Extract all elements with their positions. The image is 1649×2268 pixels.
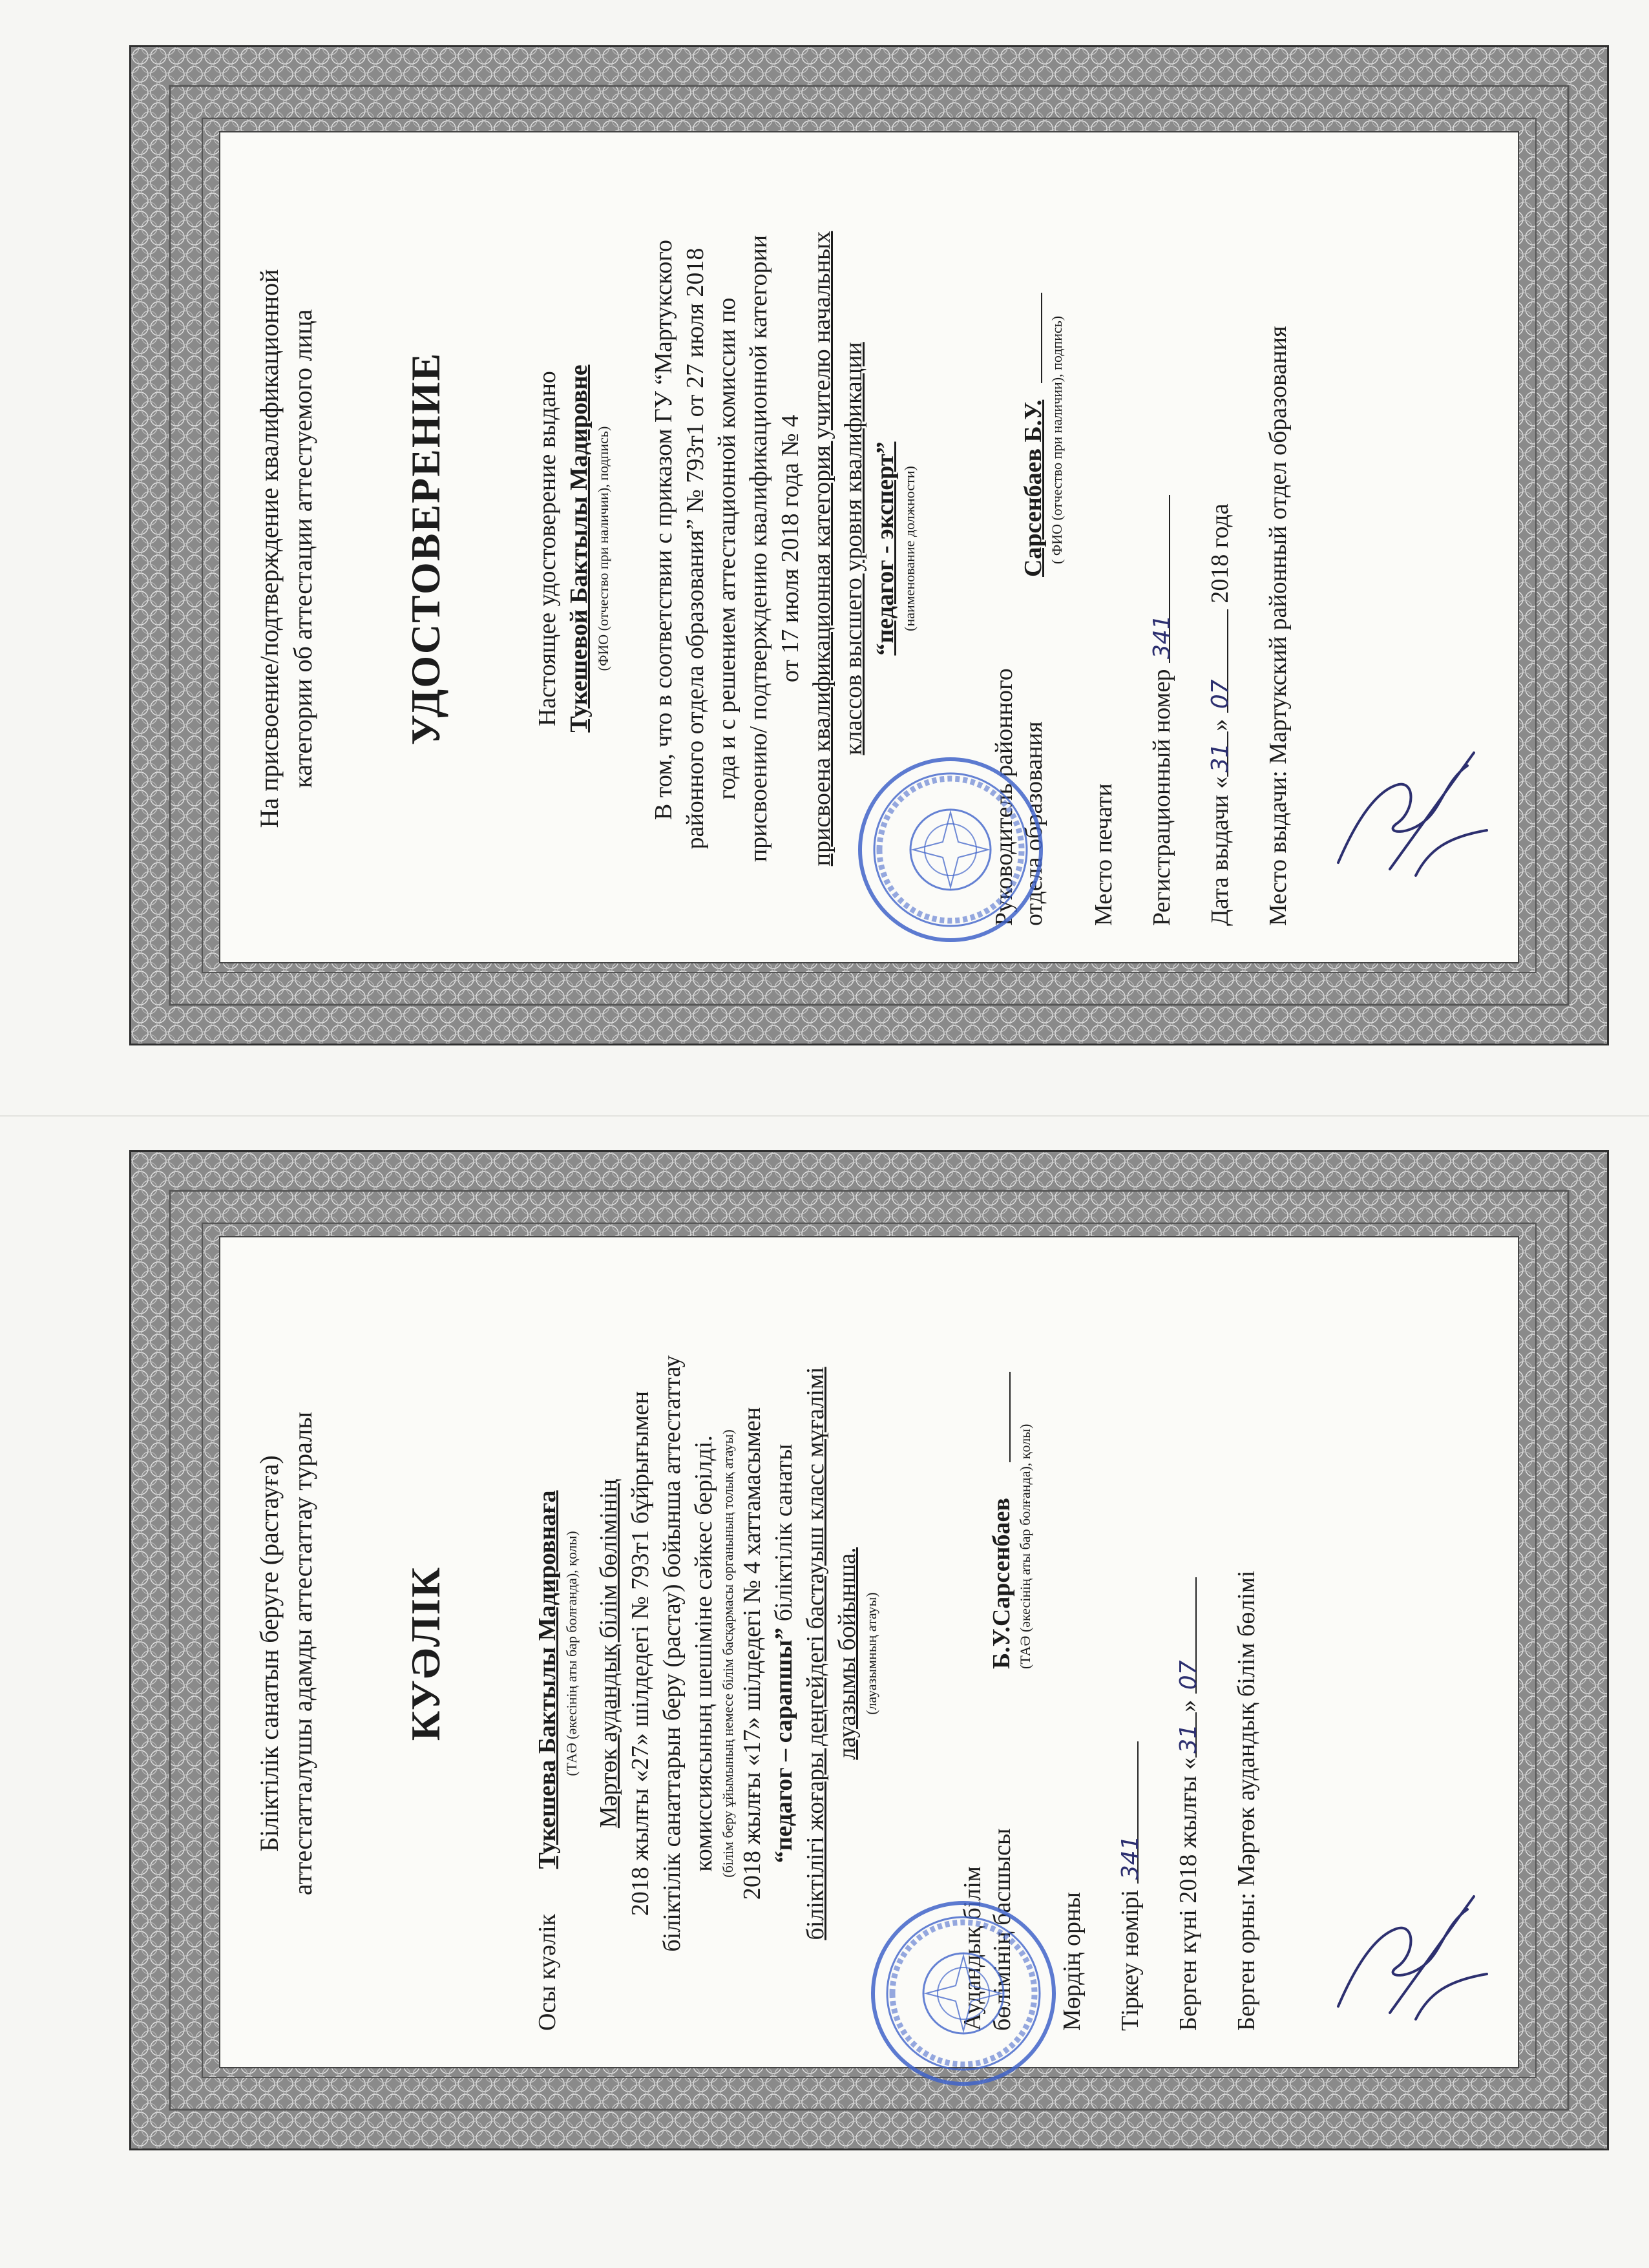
- recipient-caption: (ТАӘ (әкесінің аты бар болғанда), қолы): [563, 1531, 580, 1776]
- signature-line: [1041, 293, 1042, 383]
- state-emblem-seal-icon: [854, 753, 1047, 947]
- body-line-6: присвоена квалификационная категория учителю начальных: [808, 231, 835, 866]
- certificate-ru: [129, 45, 1609, 1045]
- date-label: Дата выдачи «: [1206, 776, 1234, 926]
- registration-number: 341: [1149, 614, 1175, 660]
- recipient-caption: (ФИО (отчество при наличии), подпись): [595, 426, 611, 671]
- seal-label: Мөрдің орны: [1058, 1892, 1086, 2031]
- registration-row: [1147, 171, 1177, 926]
- seal-label: Место печати: [1090, 783, 1117, 926]
- recipient-name: Тукешевой Бактылы Мадировне: [565, 364, 593, 733]
- heading-line-2: аттестатталушы адамды аттестаттау туралы: [288, 1411, 317, 1896]
- handwritten-signature-icon: [1319, 1884, 1513, 2032]
- body-line-3: года и с решением аттестационной комиссии по: [713, 297, 740, 800]
- certificate-title: КУӘЛІК: [403, 1566, 448, 1741]
- date-month: 07: [1207, 679, 1234, 709]
- body-line-7: біліктілігі жоғары деңгейдегі бастауыш класс мұғалімі: [802, 1367, 829, 1940]
- date-month: 07: [1175, 1660, 1202, 1690]
- body-line-2: районного отдела образования” № 793т1 от 27 июля 2018: [682, 247, 709, 850]
- category-caption: (наименование должности): [901, 466, 918, 631]
- category-name: “педагог – сарапшы”: [770, 1627, 797, 1864]
- date-day: 31: [1207, 742, 1234, 773]
- body-line-7: классов высшего уровня квалификации: [840, 342, 867, 755]
- registration-label: Тіркеу нөмірі: [1117, 1889, 1144, 2031]
- recipient-name: Тукешева Бактылы Мадировнаға: [534, 1490, 561, 1869]
- heading-line-1: На присвоение/подтверждение квалификационной: [255, 269, 284, 828]
- recipient-row: [532, 1276, 563, 2031]
- certificate-kz: [129, 1150, 1609, 2150]
- head-caption: (ТАӘ (әкесінің аты бар болғанда), қолы): [1017, 1423, 1033, 1669]
- body-line-2: 2018 жылғы «27» шілдедегі № 793т1 бұйрығымен: [627, 1391, 654, 1916]
- category-name: “педагог - эксперт”: [872, 441, 899, 656]
- head-name: Сарсенбаев Б.У.: [1020, 399, 1047, 577]
- certificate-ru-body: [219, 131, 1519, 963]
- heading-line-2: категории об аттестации аттестуемого лица: [288, 309, 317, 788]
- head-label-line-1: Аудандық білім: [959, 1866, 986, 2031]
- issued-intro: Настоящее удостоверение выдано: [534, 371, 561, 726]
- position-caption: (лауазымның атауы): [863, 1592, 879, 1715]
- category-rest: біліктілік санаты: [770, 1444, 797, 1628]
- date-label: Берген күні 2018 жылғы «: [1175, 1757, 1202, 2031]
- issue-date-row: [1173, 1276, 1203, 2031]
- body-line-1: В том, что в соответствии с приказом ГУ “Мартукского: [650, 239, 677, 821]
- page-fold: [0, 1115, 1649, 1117]
- issue-date-row: [1205, 171, 1235, 926]
- body-line-5: 2018 жылғы «17» шілдедегі № 4 хаттамасымен: [739, 1407, 766, 1900]
- place-of-issue: Берген орны: Мәртөк аудандық білім бөлімі: [1233, 1570, 1260, 2031]
- certificate-title: УДОСТОВЕРЕНИЕ: [403, 352, 448, 746]
- date-day: 31: [1175, 1723, 1202, 1754]
- registration-number: 341: [1117, 1835, 1144, 1880]
- registration-row: [1115, 1276, 1145, 2031]
- body-line-3: біліктілік санаттарын беру (растау) бойынша аттестаттау: [658, 1355, 686, 1952]
- place-of-issue: Место выдачи: Мартукский районный отдел образования: [1265, 326, 1292, 926]
- body-line-4: комиссиясының шешіміне сәйкес берілді.: [690, 1435, 717, 1872]
- body-line-1: Мәртөк аудандық білім бөлімінің: [595, 1478, 622, 1829]
- heading-line-1: Біліктілік санатын беруге (растауға): [255, 1455, 284, 1852]
- handwritten-signature-icon: [1319, 740, 1513, 888]
- body-line-8: лауазымы бойынша.: [834, 1547, 861, 1760]
- signature-line: [1009, 1372, 1011, 1462]
- issued-intro: Осы куәлік: [534, 1913, 561, 2031]
- category-row: [768, 1276, 800, 2031]
- certificate-kz-body: [219, 1236, 1519, 2068]
- head-label-line-2: бөлімінің басшысы: [989, 1828, 1016, 2031]
- date-year: 2018 года: [1206, 503, 1234, 604]
- body-line-5: от 17 июля 2018 года № 4: [777, 414, 804, 683]
- date-separator: »: [1175, 1699, 1202, 1712]
- head-caption: ( ФИО (отчество при наличии), подпись): [1049, 315, 1065, 564]
- body-line-4: присвоению/ подтверждению квалификационной категории: [745, 235, 772, 863]
- head-name: Б.У.Сарсенбаев: [988, 1498, 1015, 1669]
- registration-label: Регистрационный номер: [1148, 669, 1175, 926]
- head-label-line-1: Руководитель районного: [991, 668, 1018, 926]
- state-emblem-seal-icon: [867, 1896, 1060, 2090]
- body-caption: (білім беру ұйымының немесе білім басқармасы органының толық атауы): [720, 1429, 736, 1878]
- date-separator: »: [1206, 719, 1234, 731]
- head-label-line-2: отдела образования: [1020, 721, 1047, 926]
